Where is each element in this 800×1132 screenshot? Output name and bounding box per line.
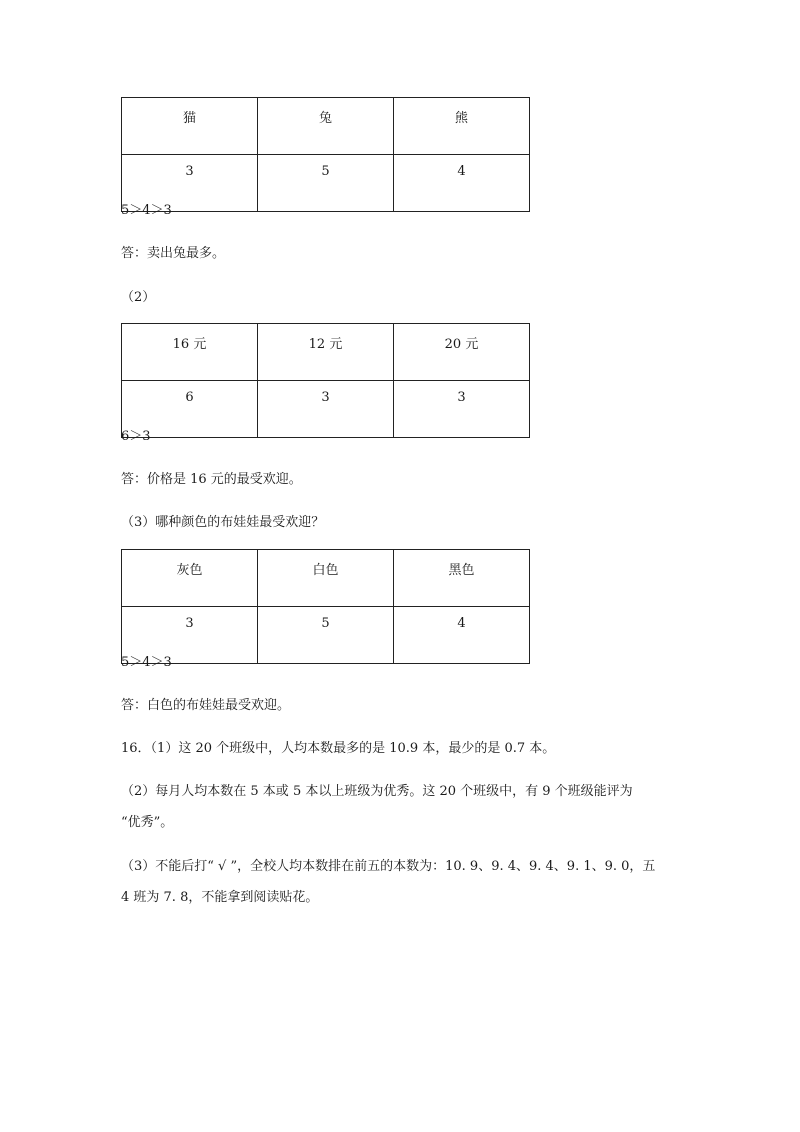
table-header-row xyxy=(122,550,530,607)
table-row xyxy=(122,381,530,438)
answer-text: 答：卖出兔最多。 xyxy=(121,246,226,261)
table-cell: 4 xyxy=(394,607,530,664)
comparison-line: 6＞3 xyxy=(121,429,151,444)
table-cell: 4 xyxy=(394,155,530,212)
answer-text: 答：白色的布娃娃最受欢迎。 xyxy=(121,698,291,713)
table-cell: 12 元 xyxy=(258,324,394,381)
comparison-line: 5＞4＞3 xyxy=(121,655,172,670)
table-cell: 16 元 xyxy=(122,324,258,381)
table-cell: 3 xyxy=(122,607,258,664)
table-cell: 白色 xyxy=(258,550,394,607)
table-cell: 灰色 xyxy=(122,550,258,607)
table-header-row xyxy=(122,324,530,381)
table-cell: 6 xyxy=(122,381,258,438)
table-prices xyxy=(121,323,530,438)
table-cell: 3 xyxy=(258,381,394,438)
table-animals xyxy=(121,97,530,212)
question-16-part2-cont: “优秀”。 xyxy=(121,815,174,830)
table-cell: 3 xyxy=(122,155,258,212)
table-cell: 20 元 xyxy=(394,324,530,381)
question-16-part2: （2）每月人均本数在 5 本或 5 本以上班级为优秀。这 20 个班级中，有 9 个班级能评为 xyxy=(121,784,633,799)
table-row xyxy=(122,155,530,212)
question-16-part3: （3）不能后打“ √ ”，全校人均本数排在前五的本数为：10. 9、9. 4、9. 4、9. 1、9. 0，五 xyxy=(121,859,656,874)
table-cell: 兔 xyxy=(258,98,394,155)
question-text: （3）哪种颜色的布娃娃最受欢迎？ xyxy=(121,515,325,530)
part-label: （2） xyxy=(121,290,156,305)
answer-text: 答：价格是 16 元的最受欢迎。 xyxy=(121,472,302,487)
table-cell: 熊 xyxy=(394,98,530,155)
table-cell: 黑色 xyxy=(394,550,530,607)
table-cell: 猫 xyxy=(122,98,258,155)
table-row xyxy=(122,607,530,664)
table-cell: 5 xyxy=(258,155,394,212)
table-header-row xyxy=(122,98,530,155)
table-cell: 5 xyxy=(258,607,394,664)
table-cell: 3 xyxy=(394,381,530,438)
question-16-part1: 16．（1）这 20 个班级中，人均本数最多的是 10.9 本，最少的是 0.7 本。 xyxy=(121,741,556,756)
question-16-part3-cont: 4 班为 7. 8，不能拿到阅读贴花。 xyxy=(121,890,319,905)
table-colors xyxy=(121,549,530,664)
comparison-line: 5＞4＞3 xyxy=(121,203,172,218)
